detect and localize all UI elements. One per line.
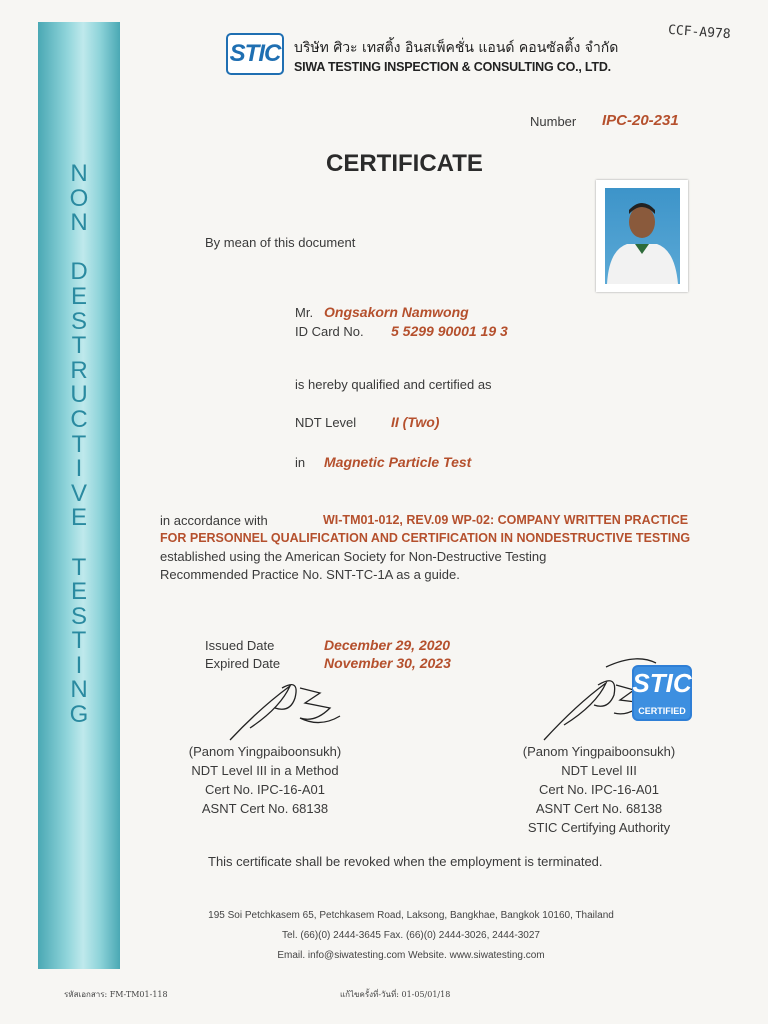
established-line-2: Recommended Practice No. SNT-TC-1A as a guide. (160, 567, 460, 582)
side-banner-letter: N (70, 209, 88, 237)
practice-line-1: WI-TM01-012, REV.09 WP-02: COMPANY WRITTEN PRACTICE (323, 513, 689, 527)
signatory-cert: Cert No. IPC-16-A01 (205, 782, 325, 797)
side-banner-letter: E (70, 282, 87, 310)
issued-label: Issued Date (205, 638, 275, 653)
signatory-title: NDT Level III (561, 763, 637, 778)
qualified-text: is hereby qualified and certified as (295, 377, 492, 392)
holder-name: Ongsakorn Namwong (324, 304, 469, 320)
certificate-title: CERTIFICATE (326, 150, 483, 177)
signatory-cert: Cert No. IPC-16-A01 (539, 782, 659, 797)
level-label: NDT Level (295, 415, 357, 430)
holder-photo (605, 188, 680, 284)
revoke-note: This certificate shall be revoked when the employment is terminated. (208, 854, 603, 869)
footer-phone: Tel. (66)(0) 2444-3645 Fax. (66)(0) 2444-3026, 2444-3027 (282, 930, 540, 941)
side-banner-letter: S (70, 307, 87, 335)
company-name-thai: บริษัท ศิวะ เทสติ้ง อินสเพ็คชั่น แอนด์ คอนซัลติ้ง จำกัด (294, 40, 619, 56)
side-banner-letter: U (70, 381, 88, 409)
side-banner-letter: D (70, 258, 88, 286)
signatory-asnt: ASNT Cert No. 68138 (201, 801, 329, 816)
stamp-subtext: CERTIFIED (638, 706, 686, 716)
footer-web: Email. info@siwatesting.com Website. www.siwatesting.com (277, 950, 545, 961)
certificate-number: IPC-20-231 (602, 112, 679, 129)
side-banner-letter: I (75, 651, 83, 679)
side-banner-letter: R (70, 356, 88, 384)
footer-address: 195 Soi Petchkasem 65, Petchkasem Road, Laksong, Bangkhae, Bangkok 10160, Thailand (208, 910, 614, 921)
stamp-logo-text: STIC (632, 668, 692, 698)
side-banner-letter: N (70, 676, 88, 704)
expired-label: Expired Date (205, 656, 281, 671)
side-banner-letter: E (70, 578, 87, 606)
side-banner-letter: E (70, 504, 87, 532)
side-banner-letter: I (75, 455, 83, 483)
side-banner-letter: T (71, 332, 87, 360)
practice-line-2: FOR PERSONNEL QUALIFICATION AND CERTIFICATION IN NONDESTRUCTIVE TESTING (160, 531, 691, 545)
side-banner-letter: G (69, 701, 89, 729)
established-line-1: established using the American Society for Non-Destructive Testing (160, 549, 547, 564)
form-code: รหัสเอกสาร: FM-TM01-118 (64, 990, 168, 999)
side-banner-letter (38, 531, 120, 556)
test-method: Magnetic Particle Test (324, 454, 472, 470)
signatory-name: (Panom Yingpaiboonsukh) (188, 744, 342, 759)
revision-info: แก้ไขครั้งที่-วันที่: 01-05/01/18 (340, 990, 451, 999)
signatory-name: (Panom Yingpaiboonsukh) (522, 744, 676, 759)
company-name-english: SIWA TESTING INSPECTION & CONSULTING CO., LTD. (294, 60, 611, 74)
id-label: ID Card No. (295, 324, 364, 339)
in-label: in (295, 455, 306, 470)
side-banner-letter: T (71, 430, 87, 458)
signatory-title: NDT Level III in a Method (191, 763, 339, 778)
side-banner-letter: C (70, 405, 88, 433)
company-logo: STIC (226, 33, 284, 75)
certificate-number-label: Number (530, 114, 577, 129)
issued-date: December 29, 2020 (324, 637, 451, 653)
accordance-label: in accordance with (160, 513, 268, 528)
side-banner-letter: T (71, 627, 87, 655)
side-banner-letter: N (70, 160, 88, 187)
side-banner-letter: S (70, 602, 87, 630)
salutation: Mr. (295, 305, 314, 320)
signatory-authority: STIC Certifying Authority (527, 820, 671, 835)
side-banner-letter: O (69, 184, 89, 212)
side-banner-letter: T (71, 553, 87, 581)
handwritten-note: CCF-A978 (667, 22, 732, 43)
side-banner-letter (38, 236, 120, 261)
side-banner-text (38, 162, 120, 728)
expired-date: November 30, 2023 (324, 655, 451, 671)
signatory-right (504, 742, 694, 837)
id-value: 5 5299 90001 19 3 (391, 323, 508, 339)
signatory-left (170, 742, 360, 818)
level-value: II (Two) (391, 414, 440, 430)
intro-text: By mean of this document (205, 235, 356, 250)
signatory-asnt: ASNT Cert No. 68138 (535, 801, 663, 816)
side-banner-letter: V (70, 479, 87, 507)
signature-left (220, 668, 360, 748)
